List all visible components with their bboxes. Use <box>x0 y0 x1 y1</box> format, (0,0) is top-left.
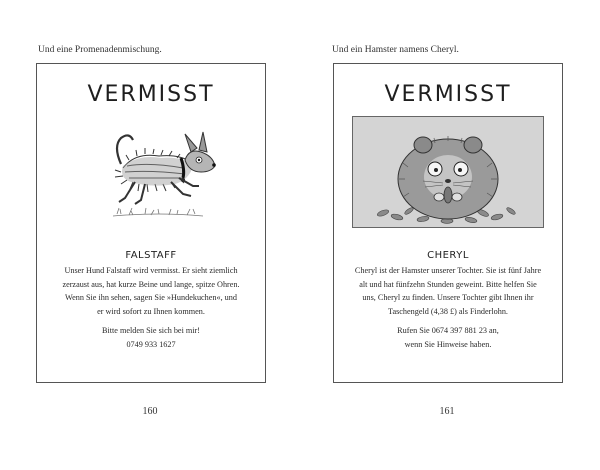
description-line: alt und hat fünfzehn Stunden geweint. Bitte helfen Sie <box>359 279 537 289</box>
dog-illustration <box>99 116 219 224</box>
missing-dog-poster <box>36 63 266 383</box>
page-number-left: 160 <box>142 406 158 417</box>
description-line: Unser Hund Falstaff wird vermisst. Er sieht ziemlich <box>64 266 238 275</box>
poster-title: VERMISST <box>384 82 512 107</box>
description-line: Cheryl ist der Hamster unserer Tochter. Sie ist fünf Jahre <box>354 266 542 275</box>
right-page <box>300 0 600 470</box>
pet-name-cheryl: CHERYL <box>427 250 469 261</box>
missing-hamster-poster <box>333 63 563 383</box>
description-line: zerzaust aus, hat kurze Beine und lange, spitze Ohren. <box>62 279 240 289</box>
contact-line: Rufen Sie 0674 397 881 23 an, <box>397 326 499 335</box>
hamster-illustration <box>353 117 543 227</box>
description-line: uns, Cheryl zu finden. Unsere Tochter gibt Ihnen ihr <box>362 293 534 302</box>
description-line: er wird sofort zu Ihnen kommen. <box>97 306 205 316</box>
description-line: Wenn Sie ihn sehen, sagen Sie »Hundekuchen«, und <box>65 293 237 302</box>
left-intro-text: Und eine Promenadenmischung. <box>38 45 162 55</box>
poster-title: VERMISST <box>87 82 215 107</box>
poster-description <box>342 264 554 351</box>
poster-description <box>45 264 257 351</box>
right-intro-text: Und ein Hamster namens Cheryl. <box>332 45 459 55</box>
contact-line: wenn Sie Hinweise haben. <box>404 339 492 349</box>
contact-line: Bitte melden Sie sich bei mir! <box>101 326 200 335</box>
page-number-right: 161 <box>439 406 455 417</box>
hamster-photo-frame <box>352 116 544 228</box>
description-line: Taschengeld (4,38 £) als Finderlohn. <box>388 306 508 316</box>
phone-number: 0749 933 1627 <box>126 339 176 349</box>
pet-name-falstaff: FALSTAFF <box>125 250 177 261</box>
